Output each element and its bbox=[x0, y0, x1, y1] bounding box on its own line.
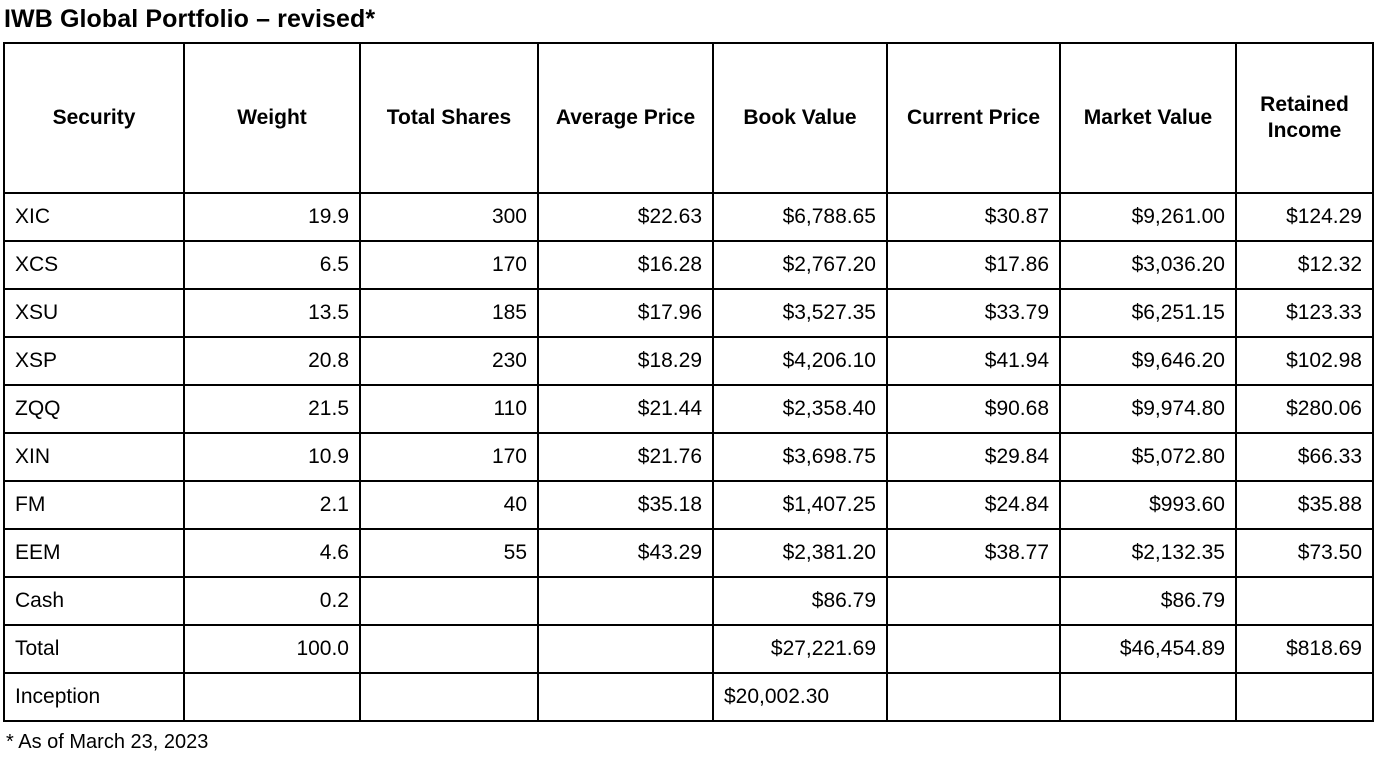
table-row bbox=[4, 577, 1373, 625]
cell-weight: 21.5 bbox=[184, 385, 360, 433]
cell-security: XIC bbox=[4, 193, 184, 241]
cell-weight: 4.6 bbox=[184, 529, 360, 577]
cell-book-value: $27,221.69 bbox=[713, 625, 887, 673]
column-header-weight: Weight bbox=[184, 43, 360, 193]
column-header-retained-income: Retained Income bbox=[1236, 43, 1373, 193]
table-header-row bbox=[4, 43, 1373, 193]
cell-market-value: $46,454.89 bbox=[1060, 625, 1236, 673]
cell-weight: 10.9 bbox=[184, 433, 360, 481]
cell-weight: 13.5 bbox=[184, 289, 360, 337]
footnote: * As of March 23, 2023 bbox=[6, 731, 209, 753]
cell-weight: 20.8 bbox=[184, 337, 360, 385]
cell-average-price: $22.63 bbox=[538, 193, 713, 241]
cell-market-value: $3,036.20 bbox=[1060, 241, 1236, 289]
cell-market-value: $993.60 bbox=[1060, 481, 1236, 529]
cell-book-value: $2,767.20 bbox=[713, 241, 887, 289]
cell-retained-income bbox=[1236, 673, 1373, 721]
cell-total-shares: 170 bbox=[360, 241, 538, 289]
cell-book-value: $20,002.30 bbox=[713, 673, 887, 721]
cell-security: XIN bbox=[4, 433, 184, 481]
table-header bbox=[4, 43, 1373, 193]
cell-weight: 0.2 bbox=[184, 577, 360, 625]
cell-average-price: $43.29 bbox=[538, 529, 713, 577]
cell-book-value: $2,381.20 bbox=[713, 529, 887, 577]
cell-weight: 2.1 bbox=[184, 481, 360, 529]
table-row bbox=[4, 241, 1373, 289]
cell-security: Total bbox=[4, 625, 184, 673]
cell-market-value: $6,251.15 bbox=[1060, 289, 1236, 337]
cell-current-price bbox=[887, 673, 1060, 721]
table-row-inception bbox=[4, 673, 1373, 721]
cell-total-shares: 185 bbox=[360, 289, 538, 337]
cell-retained-income: $73.50 bbox=[1236, 529, 1373, 577]
cell-average-price bbox=[538, 625, 713, 673]
table-row bbox=[4, 193, 1373, 241]
cell-market-value: $9,974.80 bbox=[1060, 385, 1236, 433]
cell-retained-income: $66.33 bbox=[1236, 433, 1373, 481]
cell-total-shares: 170 bbox=[360, 433, 538, 481]
cell-retained-income: $12.32 bbox=[1236, 241, 1373, 289]
cell-total-shares bbox=[360, 625, 538, 673]
table-row bbox=[4, 433, 1373, 481]
cell-security: XSU bbox=[4, 289, 184, 337]
cell-security: Cash bbox=[4, 577, 184, 625]
cell-average-price: $21.76 bbox=[538, 433, 713, 481]
portfolio-table bbox=[3, 42, 1374, 722]
cell-retained-income: $124.29 bbox=[1236, 193, 1373, 241]
cell-current-price: $24.84 bbox=[887, 481, 1060, 529]
cell-current-price: $38.77 bbox=[887, 529, 1060, 577]
cell-current-price: $29.84 bbox=[887, 433, 1060, 481]
table-row bbox=[4, 385, 1373, 433]
cell-current-price: $41.94 bbox=[887, 337, 1060, 385]
cell-current-price bbox=[887, 577, 1060, 625]
cell-weight: 100.0 bbox=[184, 625, 360, 673]
cell-total-shares bbox=[360, 577, 538, 625]
cell-average-price: $35.18 bbox=[538, 481, 713, 529]
table-row bbox=[4, 481, 1373, 529]
cell-book-value: $4,206.10 bbox=[713, 337, 887, 385]
cell-market-value: $9,646.20 bbox=[1060, 337, 1236, 385]
cell-total-shares: 40 bbox=[360, 481, 538, 529]
cell-total-shares: 300 bbox=[360, 193, 538, 241]
cell-average-price: $17.96 bbox=[538, 289, 713, 337]
table-row bbox=[4, 529, 1373, 577]
cell-security: Inception bbox=[4, 673, 184, 721]
cell-total-shares: 55 bbox=[360, 529, 538, 577]
cell-retained-income: $123.33 bbox=[1236, 289, 1373, 337]
table-row bbox=[4, 337, 1373, 385]
cell-book-value: $2,358.40 bbox=[713, 385, 887, 433]
cell-security: XSP bbox=[4, 337, 184, 385]
cell-market-value: $9,261.00 bbox=[1060, 193, 1236, 241]
cell-market-value: $5,072.80 bbox=[1060, 433, 1236, 481]
cell-book-value: $1,407.25 bbox=[713, 481, 887, 529]
cell-current-price: $33.79 bbox=[887, 289, 1060, 337]
column-header-current-price: Current Price bbox=[887, 43, 1060, 193]
cell-market-value: $86.79 bbox=[1060, 577, 1236, 625]
table-body bbox=[4, 193, 1373, 721]
cell-retained-income: $35.88 bbox=[1236, 481, 1373, 529]
cell-current-price bbox=[887, 625, 1060, 673]
cell-retained-income: $102.98 bbox=[1236, 337, 1373, 385]
cell-total-shares bbox=[360, 673, 538, 721]
page-title: IWB Global Portfolio – revised* bbox=[4, 5, 376, 33]
column-header-book-value: Book Value bbox=[713, 43, 887, 193]
cell-market-value bbox=[1060, 673, 1236, 721]
cell-average-price: $16.28 bbox=[538, 241, 713, 289]
table-row bbox=[4, 289, 1373, 337]
cell-security: XCS bbox=[4, 241, 184, 289]
cell-retained-income bbox=[1236, 577, 1373, 625]
cell-current-price: $30.87 bbox=[887, 193, 1060, 241]
cell-security: EEM bbox=[4, 529, 184, 577]
cell-weight: 19.9 bbox=[184, 193, 360, 241]
cell-total-shares: 110 bbox=[360, 385, 538, 433]
cell-average-price: $18.29 bbox=[538, 337, 713, 385]
cell-retained-income: $818.69 bbox=[1236, 625, 1373, 673]
cell-weight: 6.5 bbox=[184, 241, 360, 289]
cell-retained-income: $280.06 bbox=[1236, 385, 1373, 433]
cell-average-price bbox=[538, 577, 713, 625]
column-header-total-shares: Total Shares bbox=[360, 43, 538, 193]
cell-book-value: $86.79 bbox=[713, 577, 887, 625]
cell-weight bbox=[184, 673, 360, 721]
cell-total-shares: 230 bbox=[360, 337, 538, 385]
cell-book-value: $3,698.75 bbox=[713, 433, 887, 481]
cell-security: FM bbox=[4, 481, 184, 529]
cell-average-price bbox=[538, 673, 713, 721]
column-header-average-price: Average Price bbox=[538, 43, 713, 193]
cell-average-price: $21.44 bbox=[538, 385, 713, 433]
cell-book-value: $6,788.65 bbox=[713, 193, 887, 241]
cell-book-value: $3,527.35 bbox=[713, 289, 887, 337]
cell-current-price: $17.86 bbox=[887, 241, 1060, 289]
column-header-market-value: Market Value bbox=[1060, 43, 1236, 193]
cell-current-price: $90.68 bbox=[887, 385, 1060, 433]
cell-security: ZQQ bbox=[4, 385, 184, 433]
table-row-total bbox=[4, 625, 1373, 673]
column-header-security: Security bbox=[4, 43, 184, 193]
cell-market-value: $2,132.35 bbox=[1060, 529, 1236, 577]
